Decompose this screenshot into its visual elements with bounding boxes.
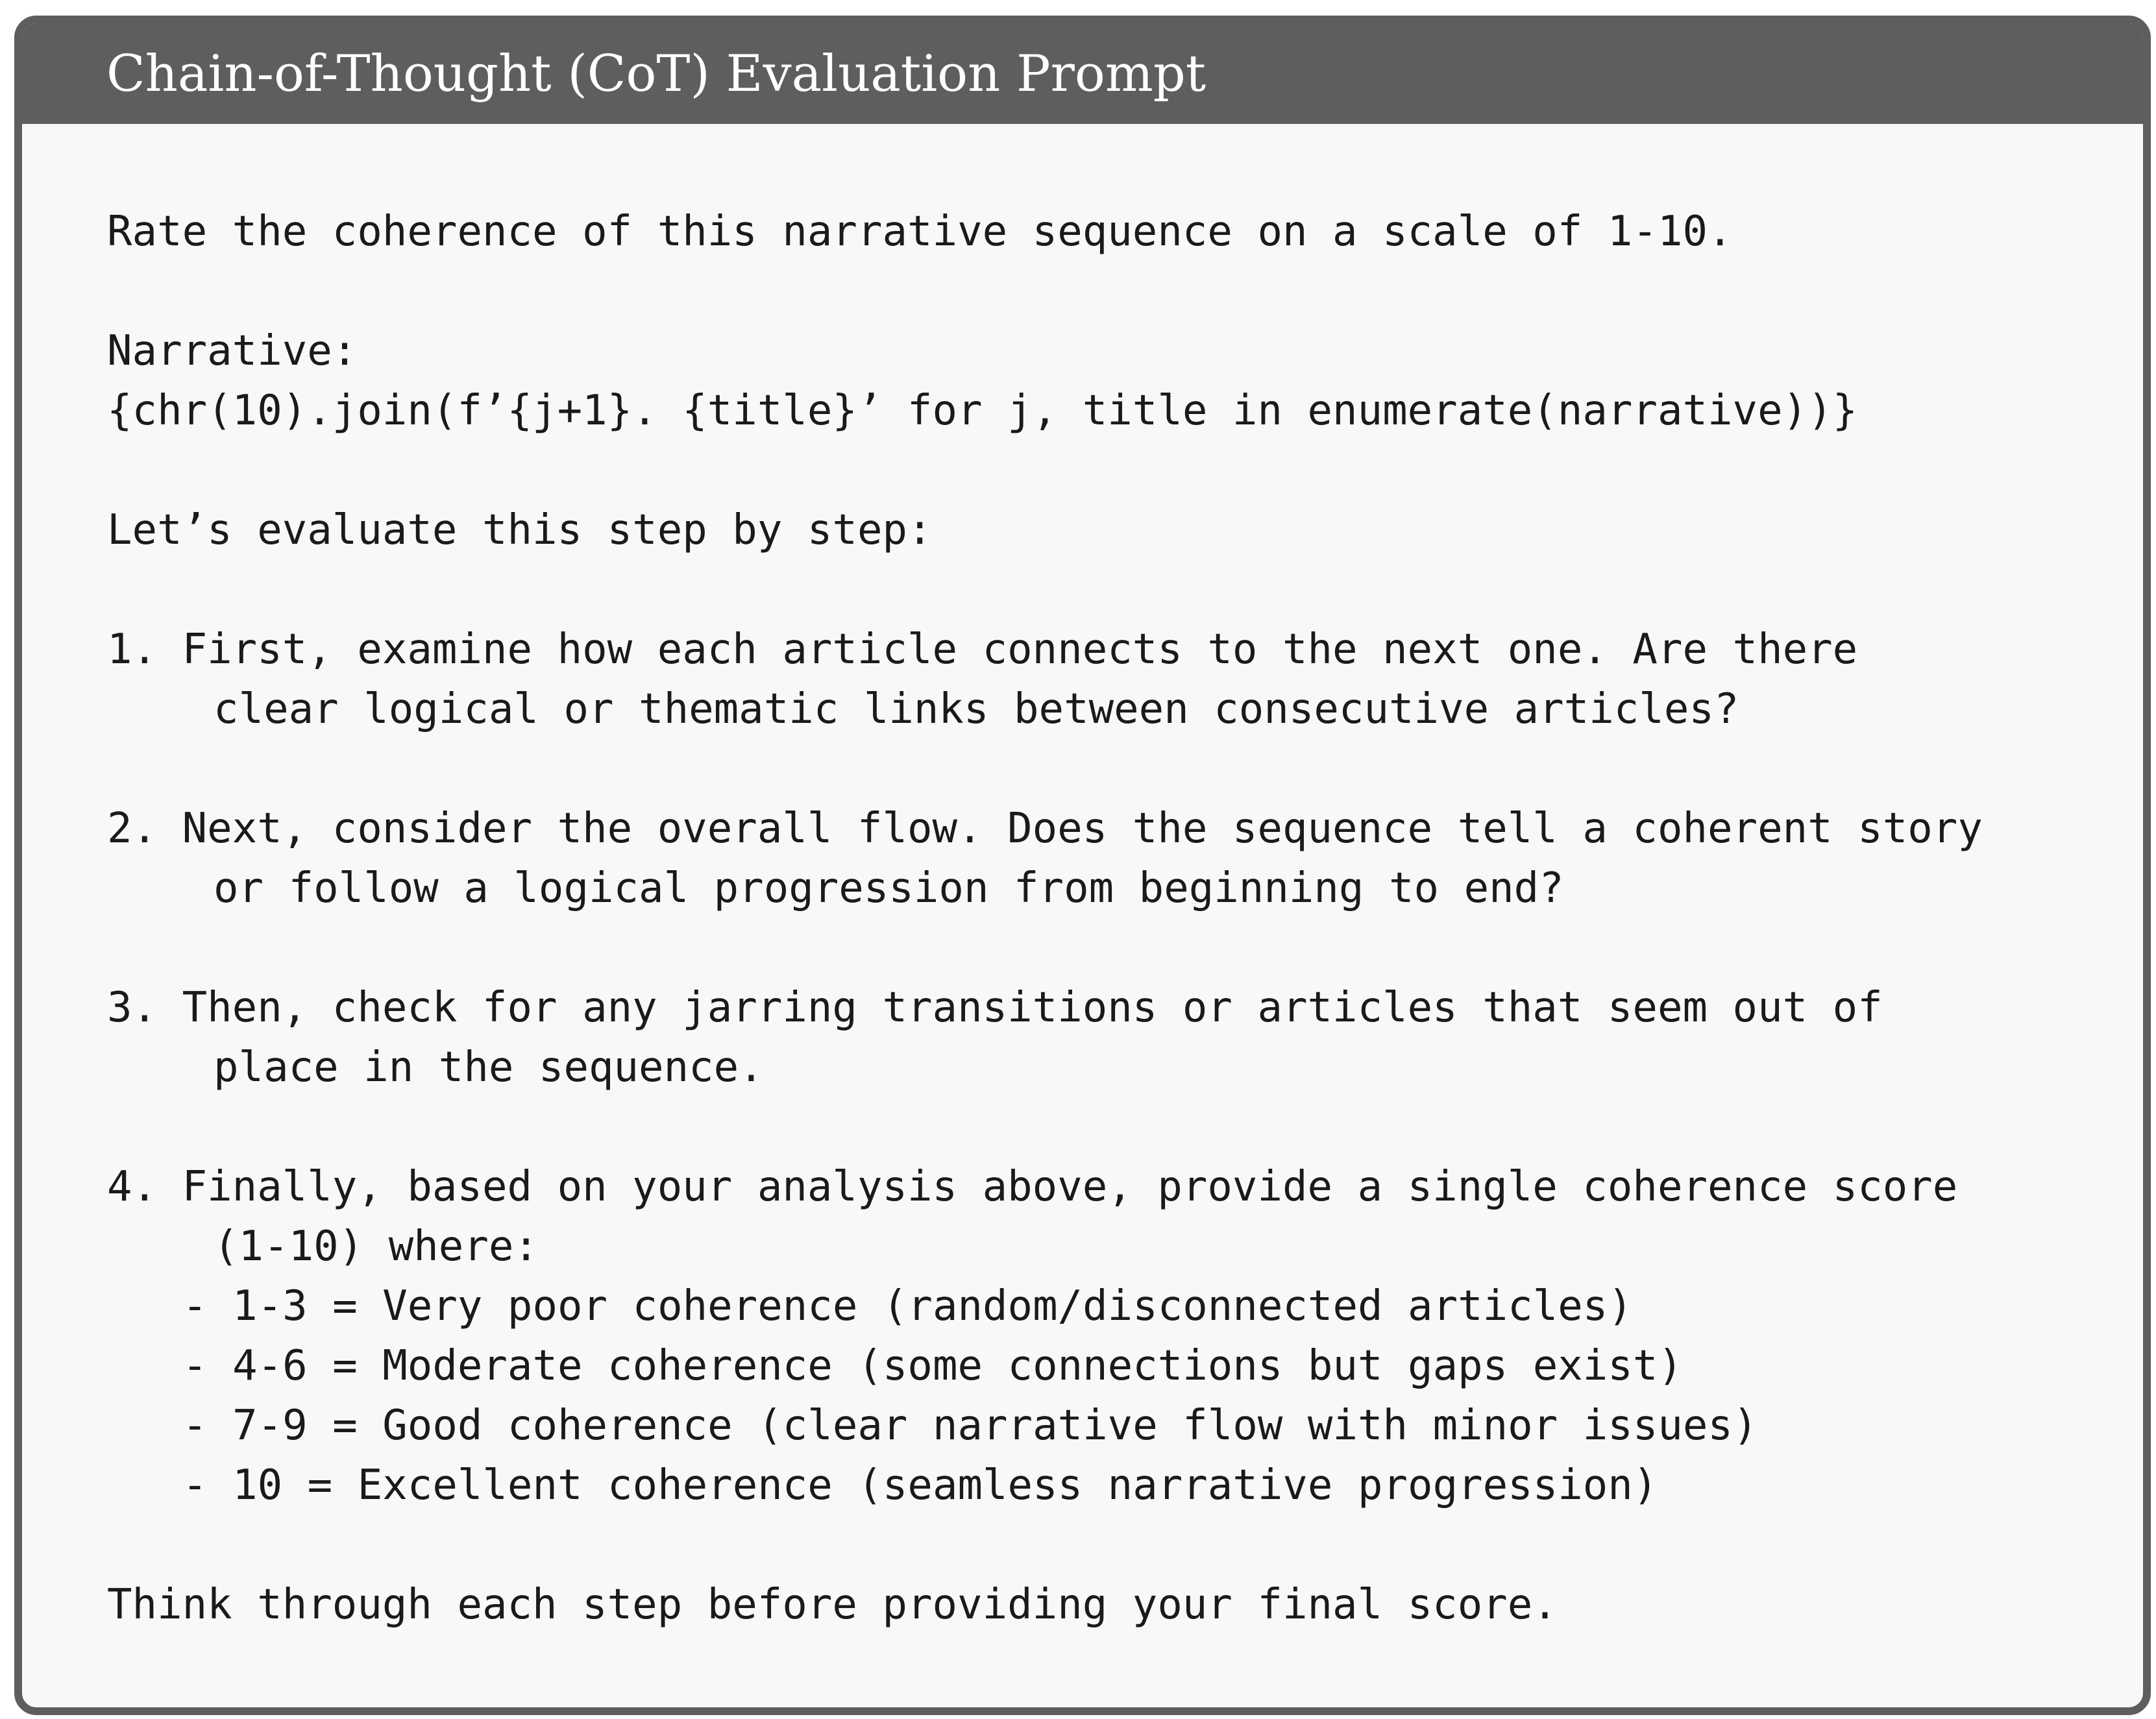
spacer	[107, 560, 2143, 620]
spacer	[107, 262, 2143, 321]
narrative-label: Narrative:	[107, 327, 358, 375]
scale-item-4: - 10 = Excellent coherence (seamless narrative progression)	[182, 1461, 1658, 1509]
spacer	[107, 1515, 2143, 1575]
spacer	[107, 918, 2143, 978]
step-2-line-2: or follow a logical progression from beginning to end?	[214, 864, 1564, 912]
narrative-template: {chr(10).join(f’{j+1}. {title}’ for j, title in enumerate(narrative))}	[107, 387, 1858, 435]
panel-title: Chain-of-Thought (CoT) Evaluation Prompt	[106, 44, 1207, 103]
closing-text: Think through each step before providing your final score.	[107, 1581, 1558, 1629]
panel-header	[22, 23, 2143, 124]
step-2-line-1: 2. Next, consider the overall flow. Does the sequence tell a coherent story	[107, 805, 1983, 853]
step-3-line-1: 3. Then, check for any jarring transitions or articles that seem out of	[107, 984, 1883, 1032]
spacer	[107, 441, 2143, 500]
step-4-line-1: 4. Finally, based on your analysis above, provide a single coherence score	[107, 1163, 1958, 1211]
scale-item-2: - 4-6 = Moderate coherence (some connections but gaps exist)	[182, 1342, 1683, 1390]
step-3-line-2: place in the sequence.	[214, 1043, 764, 1091]
step-4-line-2: (1-10) where:	[214, 1223, 539, 1271]
prompt-panel	[14, 16, 2151, 1715]
intro-text: Rate the coherence of this narrative sequence on a scale of 1-10.	[107, 208, 1733, 256]
lead-in-text: Let’s evaluate this step by step:	[107, 506, 933, 554]
scale-item-3: - 7-9 = Good coherence (clear narrative flow with minor issues)	[182, 1402, 1758, 1450]
scale-item-1: - 1-3 = Very poor coherence (random/disconnected articles)	[182, 1282, 1633, 1330]
spacer	[107, 1097, 2143, 1157]
spacer	[107, 739, 2143, 799]
step-1-line-1: 1. First, examine how each article connects to the next one. Are there	[107, 626, 1858, 674]
step-1-line-2: clear logical or thematic links between consecutive articles?	[214, 685, 1739, 733]
prompt-body	[22, 124, 2143, 1635]
